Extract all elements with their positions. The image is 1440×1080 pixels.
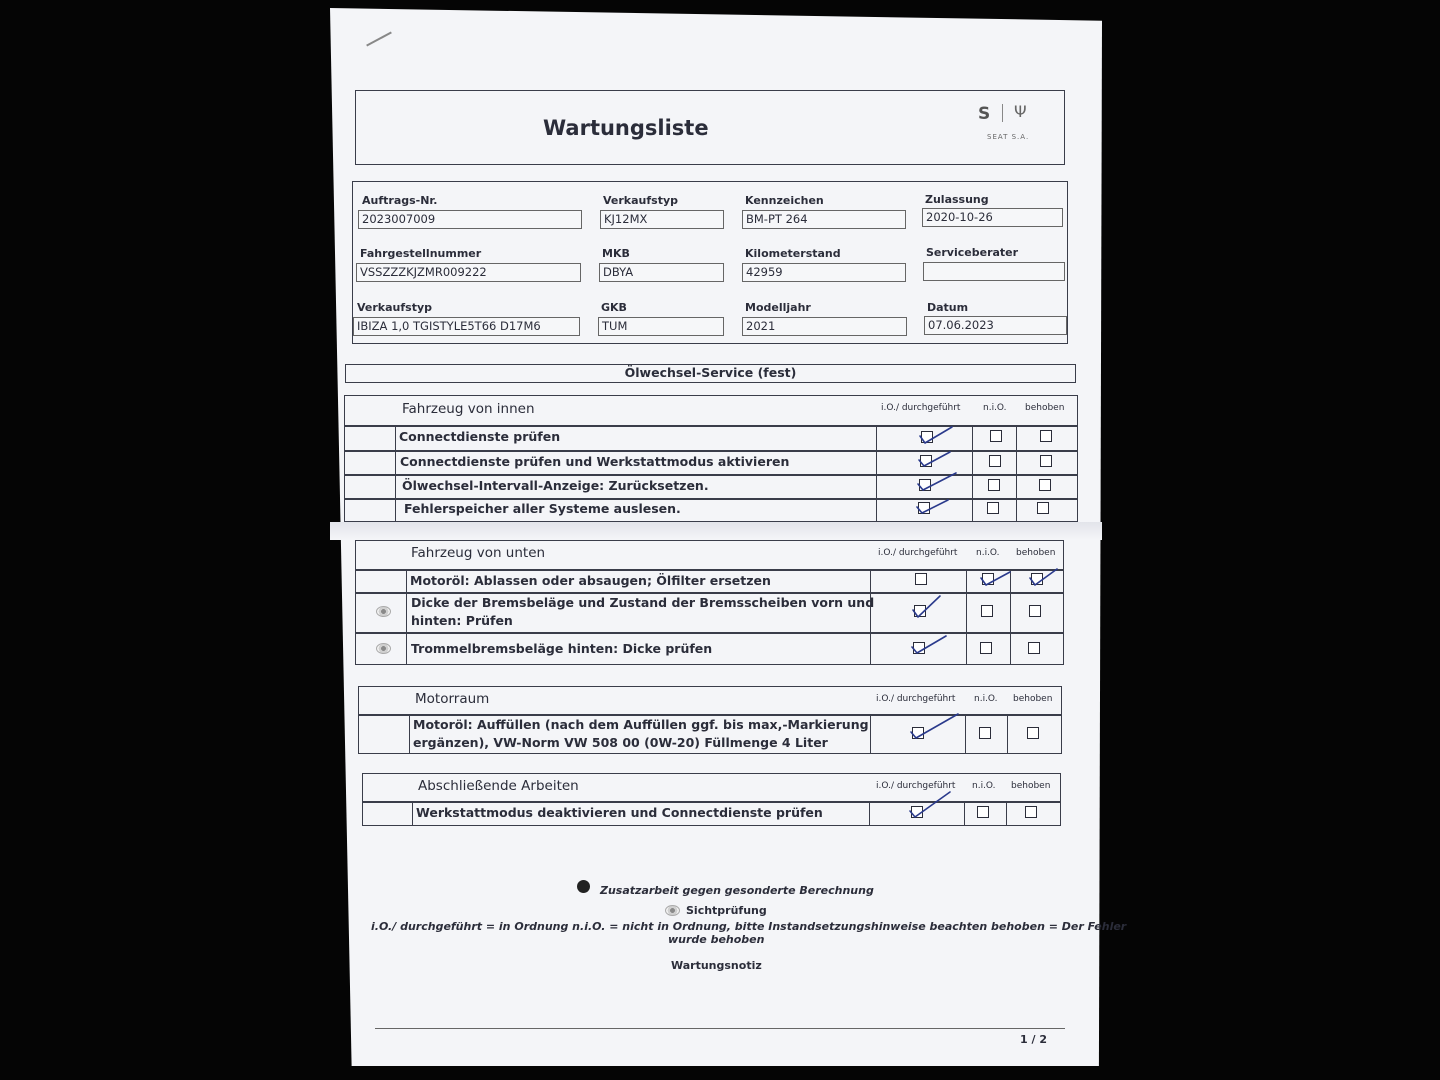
fahrgestell-label: Fahrgestellnummer xyxy=(360,247,482,260)
zulassung-field: 2020-10-26 xyxy=(922,208,1063,227)
column-divider xyxy=(966,569,967,665)
column-divider xyxy=(869,801,870,826)
kennzeichen-label: Kennzeichen xyxy=(745,194,824,207)
zusatzarbeit-icon xyxy=(577,880,590,893)
column-divider xyxy=(412,801,413,826)
mkb-field: DBYA xyxy=(599,263,724,282)
io-checkbox[interactable] xyxy=(911,806,923,818)
mkb-label: MKB xyxy=(602,247,630,260)
legend-explanation-line2: wurde behoben xyxy=(668,933,765,946)
kilometerstand-field: 42959 xyxy=(742,263,906,282)
legend-sichtpruefung: Sichtprüfung xyxy=(686,904,767,917)
behoben-checkbox[interactable] xyxy=(1040,455,1052,467)
column-divider xyxy=(406,569,407,665)
verkaufstyp-label: Verkaufstyp xyxy=(603,194,679,207)
page-title: Wartungsliste xyxy=(543,116,709,140)
column-divider xyxy=(972,425,973,522)
auftrag-label: Auftrags-Nr. xyxy=(362,194,438,207)
auftrag-field: 2023007009 xyxy=(358,210,582,229)
datum-field: 07.06.2023 xyxy=(924,316,1067,335)
column-divider xyxy=(964,801,965,826)
nio-checkbox[interactable] xyxy=(987,502,999,514)
nio-checkbox[interactable] xyxy=(990,430,1002,442)
gkb-field: TUM xyxy=(598,317,724,336)
behoben-checkbox[interactable] xyxy=(1025,806,1037,818)
column-divider xyxy=(965,714,966,754)
zulassung-label: Zulassung xyxy=(925,193,989,206)
visual-check-icon xyxy=(376,606,391,617)
header-box xyxy=(355,90,1065,165)
column-io-header: i.O./ durchgeführt xyxy=(876,694,956,704)
sichtpruefung-icon xyxy=(665,905,680,916)
kennzeichen-field: BM-PT 264 xyxy=(742,210,906,229)
column-io-header: i.O./ durchgeführt xyxy=(878,548,958,558)
io-checkbox[interactable] xyxy=(920,455,932,467)
legend-explanation-line1: i.O./ durchgeführt = in Ordnung n.i.O. = nicht in Ordnung, bitte Instandsetzungshinweise beachten behoben = Der Fehler xyxy=(371,920,1127,933)
column-behoben-header: behoben xyxy=(1011,781,1051,791)
serviceberater-label: Serviceberater xyxy=(926,246,1019,259)
checklist-item: Fehlerspeicher aller Systeme auslesen. xyxy=(404,501,681,516)
nio-checkbox[interactable] xyxy=(989,455,1001,467)
column-behoben-header: behoben xyxy=(1016,548,1056,558)
column-divider xyxy=(1016,425,1017,522)
nio-checkbox[interactable] xyxy=(979,727,991,739)
checklist-item-line1: Motoröl: Auffüllen (nach dem Auffüllen ggf. bis max,-Markierung xyxy=(413,717,869,732)
column-nio-header: n.i.O. xyxy=(974,694,998,704)
page-number: 1 / 2 xyxy=(1020,1033,1047,1046)
column-io-header: i.O./ durchgeführt xyxy=(876,781,956,791)
column-nio-header: n.i.O. xyxy=(976,548,1000,558)
cupra-logo: Ψ xyxy=(1014,102,1027,121)
wartungsnotiz-label: Wartungsnotiz xyxy=(671,959,762,972)
brand-subtitle: SEAT S.A. xyxy=(987,133,1030,141)
row-divider xyxy=(344,474,1078,476)
seat-logo: S xyxy=(978,104,991,124)
datum-label: Datum xyxy=(927,301,969,314)
nio-checkbox[interactable] xyxy=(988,479,1000,491)
behoben-checkbox[interactable] xyxy=(1037,502,1049,514)
behoben-checkbox[interactable] xyxy=(1029,605,1041,617)
io-checkbox[interactable] xyxy=(912,727,924,739)
column-behoben-header: behoben xyxy=(1013,694,1053,704)
column-behoben-header: behoben xyxy=(1025,403,1065,413)
section-title: Fahrzeug von innen xyxy=(402,401,535,417)
column-io-header: i.O./ durchgeführt xyxy=(881,403,961,413)
nio-checkbox[interactable] xyxy=(981,605,993,617)
modelljahr-label: Modelljahr xyxy=(745,301,811,314)
nio-checkbox[interactable] xyxy=(982,573,994,585)
visual-check-icon xyxy=(376,643,391,654)
section-title: Abschließende Arbeiten xyxy=(418,778,579,794)
io-checkbox[interactable] xyxy=(914,605,926,617)
checklist-item: Trommelbremsbeläge hinten: Dicke prüfen xyxy=(411,641,713,656)
nio-checkbox[interactable] xyxy=(980,642,992,654)
io-checkbox[interactable] xyxy=(919,479,931,491)
behoben-checkbox[interactable] xyxy=(1027,727,1039,739)
column-divider xyxy=(870,569,871,665)
checklist-item: Ölwechsel-Intervall-Anzeige: Zurücksetzen. xyxy=(402,478,709,493)
checklist-item: Connectdienste prüfen xyxy=(399,429,561,444)
verkaufstyp2-label: Verkaufstyp xyxy=(357,301,433,314)
behoben-checkbox[interactable] xyxy=(1031,573,1043,585)
io-checkbox[interactable] xyxy=(918,502,930,514)
footer-line xyxy=(375,1028,1065,1029)
section-title: Fahrzeug von unten xyxy=(411,545,546,561)
nio-checkbox[interactable] xyxy=(977,806,989,818)
row-divider xyxy=(355,569,1064,571)
checklist-item-line2: ergänzen), VW-Norm VW 508 00 (0W-20) Füllmenge 4 Liter xyxy=(413,735,828,750)
checklist-item: Motoröl: Ablassen oder absaugen; Ölfilter ersetzen xyxy=(410,573,771,588)
io-checkbox[interactable] xyxy=(913,642,925,654)
checklist-item-line1: Dicke der Bremsbeläge und Zustand der Bremsscheiben vorn und xyxy=(411,595,875,610)
row-divider xyxy=(355,632,1064,634)
modelljahr-field: 2021 xyxy=(742,317,907,336)
verkaufstyp2-field: IBIZA 1,0 TGISTYLE5T66 D17M6 xyxy=(353,317,580,336)
serviceberater-field xyxy=(923,262,1065,281)
behoben-checkbox[interactable] xyxy=(1039,479,1051,491)
column-divider xyxy=(409,714,410,754)
verkaufstyp-field: KJ12MX xyxy=(600,210,724,229)
behoben-checkbox[interactable] xyxy=(1040,430,1052,442)
io-checkbox[interactable] xyxy=(921,431,933,443)
column-divider xyxy=(1007,714,1008,754)
logo-separator xyxy=(1002,104,1003,122)
kilometerstand-label: Kilometerstand xyxy=(745,247,841,260)
service-title: Ölwechsel-Service (fest) xyxy=(624,365,797,380)
section-title: Motorraum xyxy=(415,691,490,707)
row-divider xyxy=(344,450,1078,452)
column-divider xyxy=(1010,569,1011,665)
column-nio-header: n.i.O. xyxy=(983,403,1007,413)
column-divider xyxy=(870,714,871,754)
io-checkbox[interactable] xyxy=(915,573,927,585)
fahrgestell-field: VSSZZZKJZMR009222 xyxy=(356,263,581,282)
column-divider xyxy=(395,425,396,522)
paper-fold xyxy=(330,522,1102,540)
column-nio-header: n.i.O. xyxy=(972,781,996,791)
checklist-item-line2: hinten: Prüfen xyxy=(411,613,513,628)
legend-zusatzarbeit: Zusatzarbeit gegen gesonderte Berechnung xyxy=(600,884,874,897)
row-divider xyxy=(362,801,1061,803)
checklist-item: Connectdienste prüfen und Werkstattmodus aktivieren xyxy=(400,454,790,469)
row-divider xyxy=(344,425,1078,427)
column-divider xyxy=(1006,801,1007,826)
behoben-checkbox[interactable] xyxy=(1028,642,1040,654)
checklist-item: Werkstattmodus deaktivieren und Connectdienste prüfen xyxy=(416,805,823,820)
column-divider xyxy=(876,425,877,522)
gkb-label: GKB xyxy=(601,301,627,314)
